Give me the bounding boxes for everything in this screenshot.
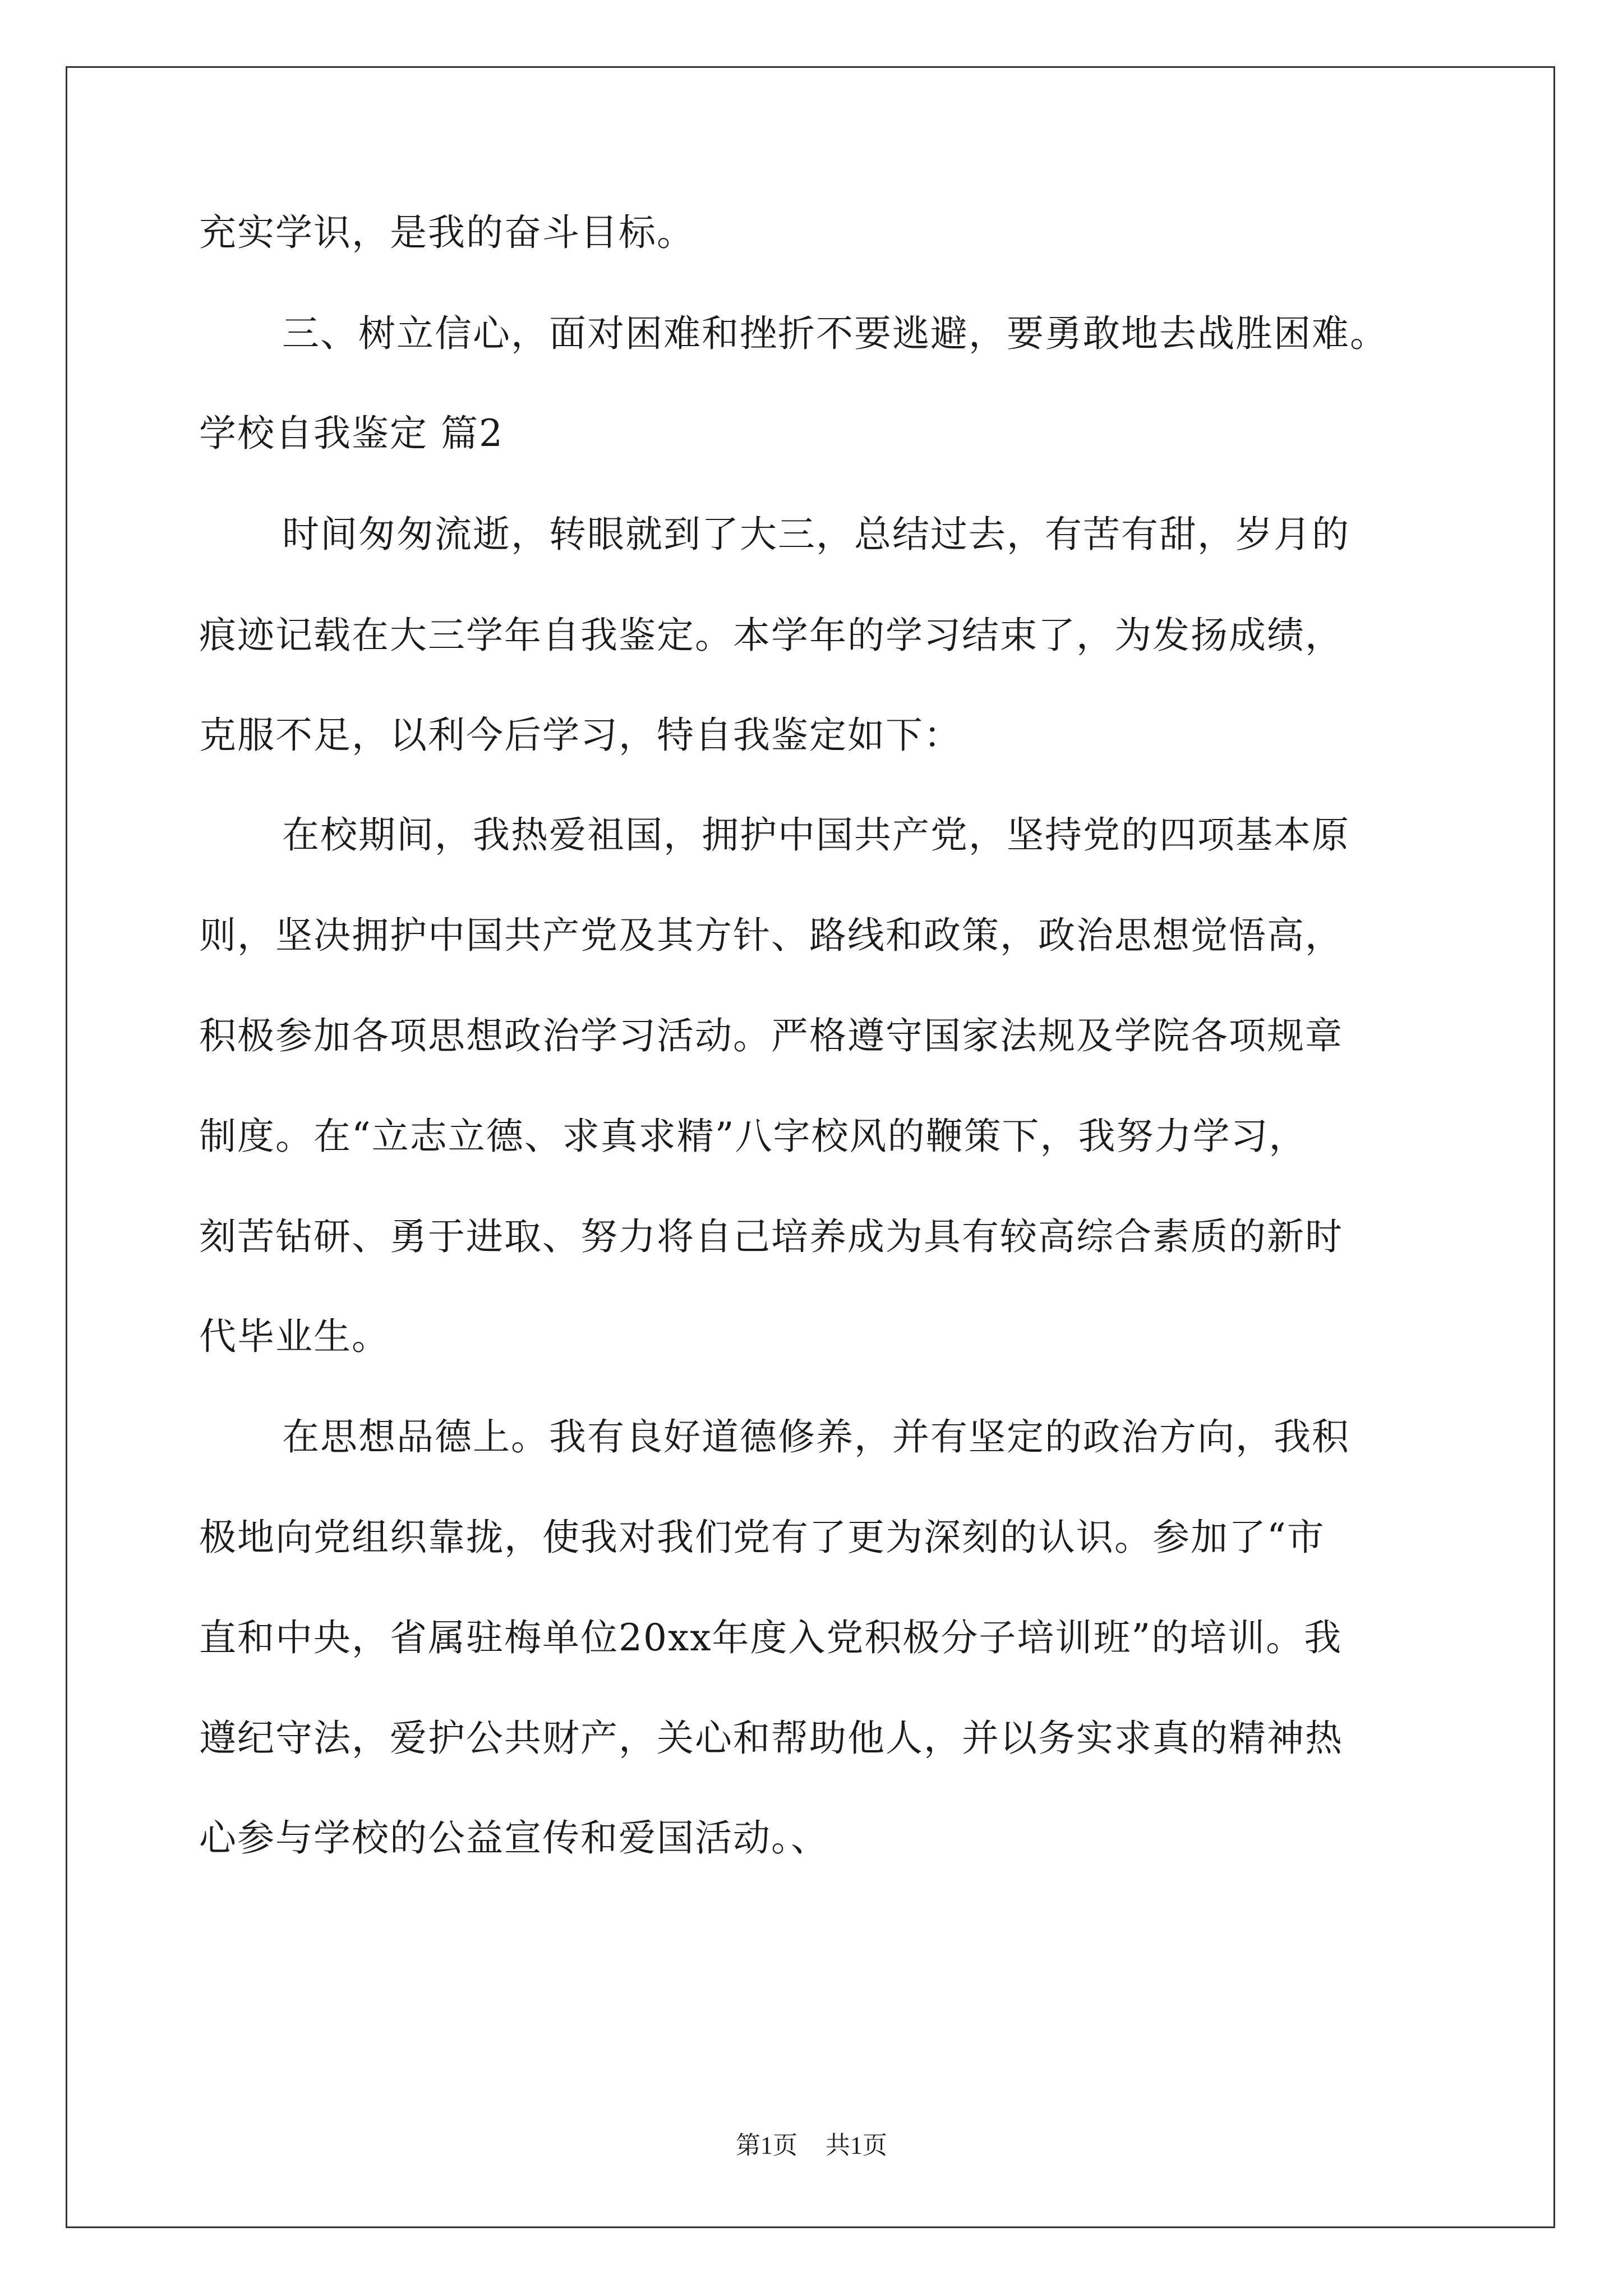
body-line: 制度。在“立志立德、求真求精”八字校风的鞭策下，我努力学习， — [199, 1115, 1307, 1158]
page-footer — [0, 2129, 1623, 2162]
body-line: 在校期间，我热爱祖国，拥护中国共产党，坚持党的四项基本原 — [282, 813, 1350, 857]
body-line: 在思想品德上。我有良好道德修养，并有坚定的政治方向，我积 — [282, 1415, 1350, 1458]
body-line: 遵纪守法，爱护公共财产，关心和帮助他人，并以务实求真的精神热 — [199, 1717, 1343, 1760]
body-line: 克服不足，以利今后学习，特自我鉴定如下： — [199, 714, 962, 757]
page-total: 共1页 — [826, 2132, 887, 2159]
body-line: 则，坚决拥护中国共产党及其方针、路线和政策，政治思想觉悟高， — [199, 914, 1343, 957]
body-line: 充实学识，是我的奋斗目标。 — [199, 211, 695, 254]
body-line: 代毕业生。 — [199, 1315, 390, 1358]
body-line: 时间匆匆流逝，转眼就到了大三，总结过去，有苦有甜，岁月的 — [282, 513, 1350, 556]
body-line: 心参与学校的公益宣传和爱国活动。、 — [199, 1816, 829, 1860]
body-line: 三、树立信心，面对困难和挫折不要逃避，要勇敢地去战胜困难。 — [282, 312, 1388, 355]
body-line: 直和中央，省属驻梅单位20xx年度入党积极分子培训班”的培训。我 — [199, 1616, 1343, 1659]
page-number: 第1页 — [736, 2132, 797, 2159]
body-line: 极地向党组织靠拢，使我对我们党有了更为深刻的认识。参加了“市 — [199, 1516, 1325, 1559]
body-line: 刻苦钻研、勇于进取、努力将自己培养成为具有较高综合素质的新时 — [199, 1215, 1343, 1258]
section-heading: 学校自我鉴定 篇2 — [199, 412, 504, 455]
body-line: 痕迹记载在大三学年自我鉴定。本学年的学习结束了，为发扬成绩， — [199, 614, 1343, 657]
body-line: 积极参加各项思想政治学习活动。严格遵守国家法规及学院各项规章 — [199, 1014, 1343, 1057]
